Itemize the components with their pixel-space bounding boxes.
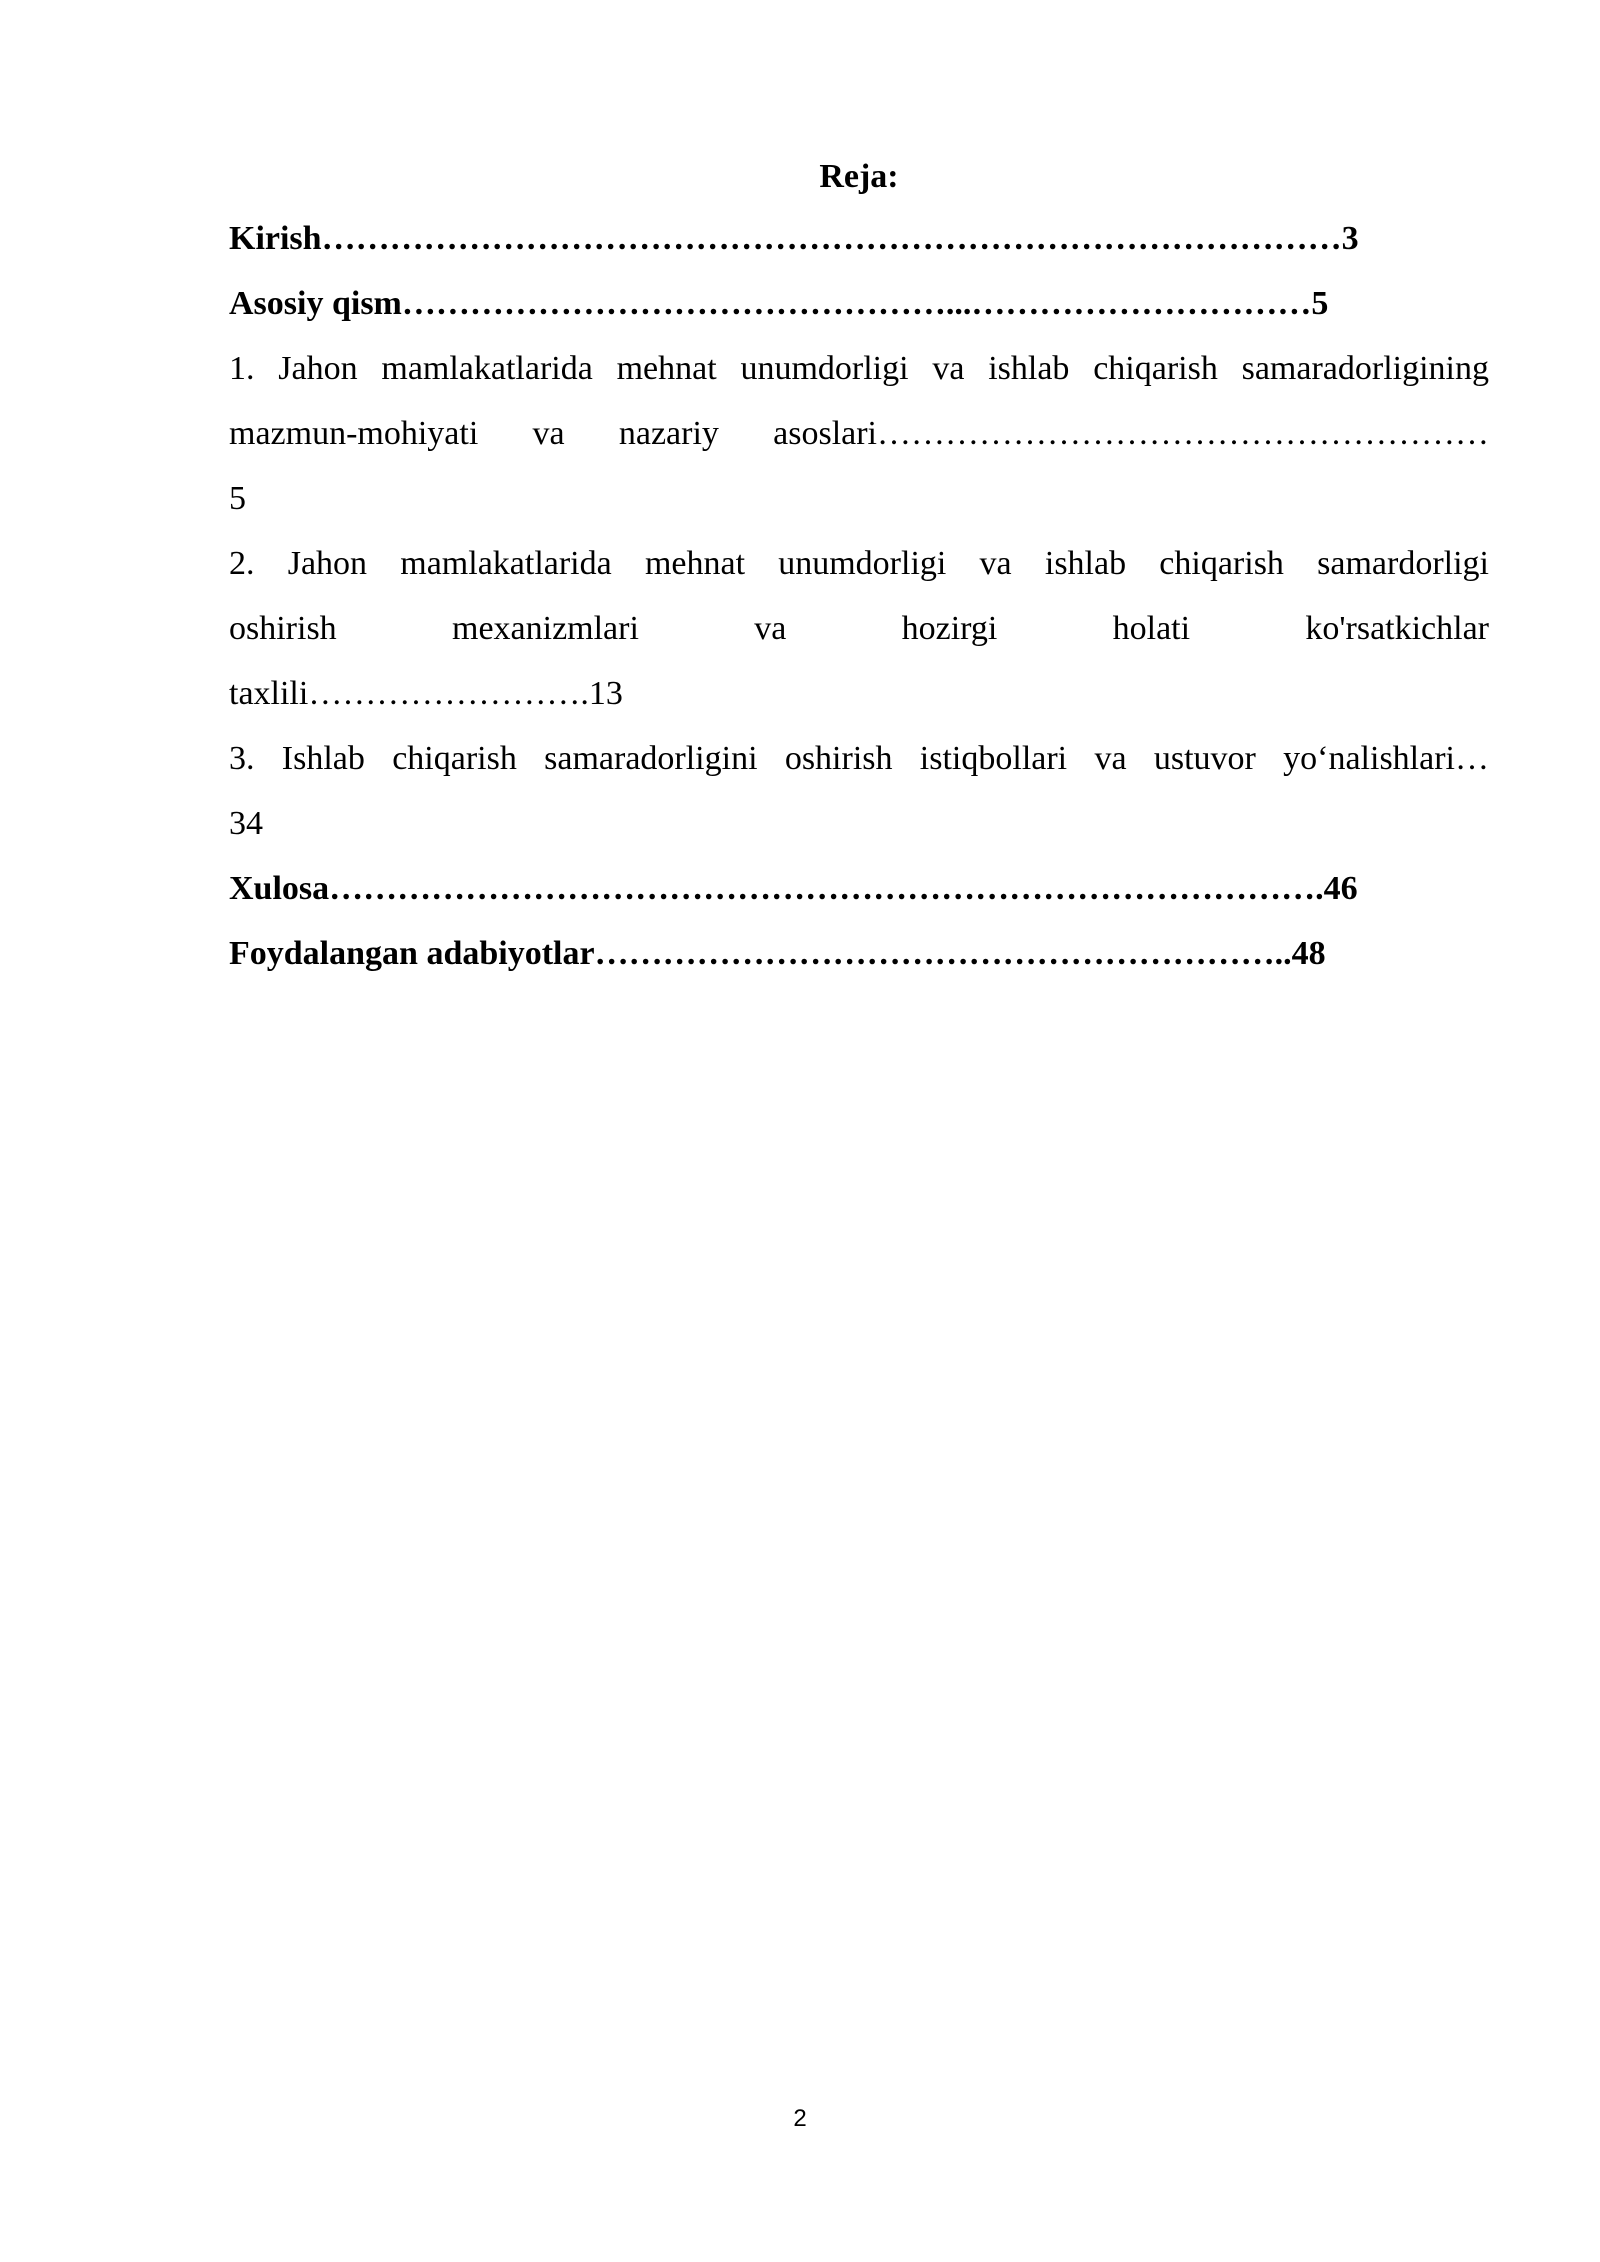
toc-entry-asosiy-qism: Asosiy qism…………………………………………...…………………………5 bbox=[229, 285, 1329, 322]
toc-entry-2-line-3: taxlili…………………….13 bbox=[229, 675, 623, 712]
toc-entry-3-line-1: 3. Ishlab chiqarish samaradorligini oshirish istiqbollari va ustuvor yo‘nalishlari… bbox=[229, 740, 1489, 777]
toc-entry-2-line-2: oshirish mexanizmlari va hozirgi holati ko'rsatkichlar bbox=[229, 610, 1489, 647]
toc-entry-1-line-2: mazmun-mohiyati va nazariy asoslari……………………………………………… bbox=[229, 415, 1489, 452]
toc-entry-2-line-1: 2. Jahon mamlakatlarida mehnat unumdorligi va ishlab chiqarish samardorligi bbox=[229, 545, 1489, 582]
toc-entry-1-page: 5 bbox=[229, 480, 246, 517]
toc-entry-3-page: 34 bbox=[229, 805, 263, 842]
page-number: 2 bbox=[793, 2105, 807, 2132]
toc-entry-1-line-1: 1. Jahon mamlakatlarida mehnat unumdorligi va ishlab chiqarish samaradorligining bbox=[229, 350, 1489, 387]
toc-entry-foydalangan-adabiyotlar: Foydalangan adabiyotlar……………………………………………………..48 bbox=[229, 935, 1326, 972]
toc-title: Reja: bbox=[819, 158, 899, 195]
table-of-contents bbox=[229, 148, 1489, 986]
toc-entry-kirish: Kirish………………………………………………………………………………3 bbox=[229, 220, 1359, 257]
toc-entry-xulosa: Xulosa…………………………………………………………………………….46 bbox=[229, 870, 1358, 907]
